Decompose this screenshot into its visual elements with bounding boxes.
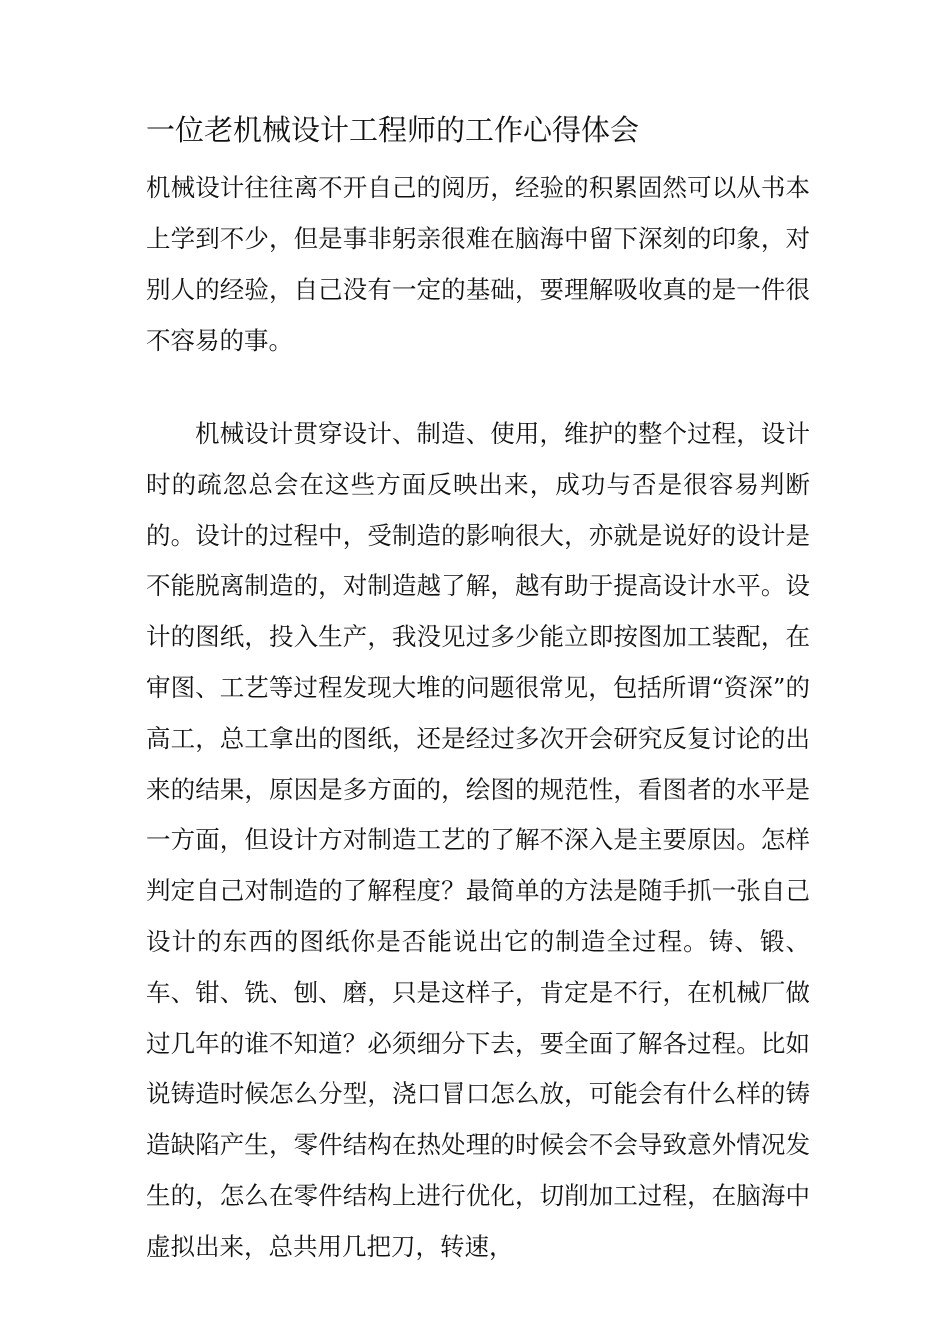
paragraph-design-process: 机械设计贯穿设计、制造、使用，维护的整个过程，设计时的疏忽总会在这些方面反映出来，成功与否是很容易判断的。设计的过程中，受制造的影响很大，亦就是说好的设计是不能脱离制造的，对制造越了解，越有助于提高设计水平。设计的图纸，投入生产，我没见过多少能立即按图加工装配，在审图、工艺等过程发现大堆的问题很常见，包括所谓“资深”的高工，总工拿出的图纸，还是经过多次开会研究反复讨论的出来的结果，原因是多方面的，绘图的规范性，看图者的水平是一方面，但设计方对制造工艺的了解不深入是主要原因。怎样判定自己对制造的了解程度？最简单的方法是随手抓一张自己设计的东西的图纸你是否能说出它的制造全过程。铸、锻、车、钳、铣、刨、磨，只是这样子，肯定是不行，在机械厂做过几年的谁不知道？必须细分下去，要全面了解各过程。比如说铸造时候怎么分型，浇口冒口怎么放，可能会有什么样的铸造缺陷产生，零件结构在热处理的时候会不会导致意外情况发生的，怎么在零件结构上进行优化，切削加工过程，在脑海中虚拟出来，总共用几把刀，转速，: [146, 419, 810, 1261]
document-title: 一位老机械设计工程师的工作心得体会: [146, 113, 640, 147]
paragraph-intro: 机械设计往往离不开自己的阅历，经验的积累固然可以从书本上学到不少，但是事非躬亲很难在脑海中留下深刻的印象，对别人的经验，自己没有一定的基础，要理解吸收真的是一件很不容易的事。: [146, 173, 810, 355]
